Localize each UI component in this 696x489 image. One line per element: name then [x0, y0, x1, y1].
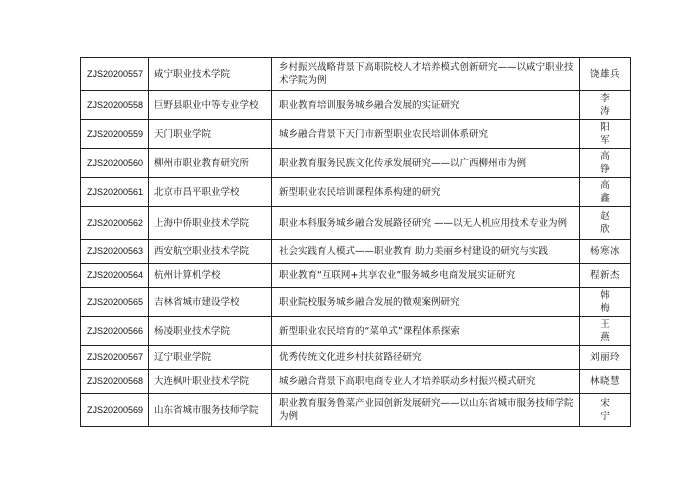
school-cell: 巨野县职业中等专业学校	[149, 91, 272, 120]
table-row	[81, 370, 631, 394]
table-row	[81, 394, 631, 427]
project-title-cell: 职业教育“互联网+共享农业”服务城乡电商发展实证研究	[272, 264, 580, 288]
school-cell: 杭州计算机学校	[149, 264, 272, 288]
author-cell: 赵欣	[580, 207, 631, 240]
author-cell: 王燕	[580, 317, 631, 346]
project-id-cell: ZJS20200559	[81, 120, 149, 149]
school-cell: 辽宁职业学院	[149, 346, 272, 370]
author-cell: 李涛	[580, 91, 631, 120]
project-id-cell: ZJS20200565	[81, 288, 149, 317]
project-title-cell: 职业教育服务鲁菜产业园创新发展研究——以山东省城市服务技师学院为例	[272, 394, 580, 427]
table-row	[81, 58, 631, 91]
project-title-cell: 城乡融合背景下高职电商专业人才培养联动乡村振兴模式研究	[272, 370, 580, 394]
project-list-table	[80, 57, 631, 427]
school-cell: 大连枫叶职业技术学院	[149, 370, 272, 394]
project-title-cell: 职业教育服务民族文化传承发展研究——以广西柳州市为例	[272, 149, 580, 178]
project-id-cell: ZJS20200562	[81, 207, 149, 240]
project-id-cell: ZJS20200563	[81, 240, 149, 264]
project-title-cell: 职业教育培训服务城乡融合发展的实证研究	[272, 91, 580, 120]
project-title-cell: 社会实践育人模式——职业教育 助力美丽乡村建设的研究与实践	[272, 240, 580, 264]
author-cell: 阳军	[580, 120, 631, 149]
project-title-cell: 优秀传统文化进乡村扶贫路径研究	[272, 346, 580, 370]
school-cell: 天门职业学院	[149, 120, 272, 149]
project-title-cell: 新型职业农民培育的“菜单式”课程体系探索	[272, 317, 580, 346]
author-cell: 饶雄兵	[580, 58, 631, 91]
project-id-cell: ZJS20200558	[81, 91, 149, 120]
project-id-cell: ZJS20200569	[81, 394, 149, 427]
project-title-cell: 城乡融合背景下天门市新型职业农民培训体系研究	[272, 120, 580, 149]
project-id-cell: ZJS20200561	[81, 178, 149, 207]
project-title-cell: 乡村振兴战略背景下高职院校人才培养模式创新研究——以咸宁职业技术学院为例	[272, 58, 580, 91]
table-row	[81, 178, 631, 207]
author-cell: 刘丽玲	[580, 346, 631, 370]
school-cell: 吉林省城市建设学校	[149, 288, 272, 317]
school-cell: 杨凌职业技术学院	[149, 317, 272, 346]
school-cell: 上海中侨职业技术学院	[149, 207, 272, 240]
author-cell: 高铮	[580, 149, 631, 178]
table-row	[81, 91, 631, 120]
project-id-cell: ZJS20200568	[81, 370, 149, 394]
table-row	[81, 207, 631, 240]
author-cell: 程新杰	[580, 264, 631, 288]
author-cell: 高鑫	[580, 178, 631, 207]
table-row	[81, 264, 631, 288]
project-id-cell: ZJS20200567	[81, 346, 149, 370]
author-cell: 杨寒冰	[580, 240, 631, 264]
author-cell: 韩梅	[580, 288, 631, 317]
table-row	[81, 346, 631, 370]
project-id-cell: ZJS20200566	[81, 317, 149, 346]
author-cell: 宋宁	[580, 394, 631, 427]
table-row	[81, 240, 631, 264]
school-cell: 咸宁职业技术学院	[149, 58, 272, 91]
project-id-cell: ZJS20200560	[81, 149, 149, 178]
table-row	[81, 120, 631, 149]
project-title-cell: 职业院校服务城乡融合发展的微观案例研究	[272, 288, 580, 317]
author-cell: 林晓慧	[580, 370, 631, 394]
document-page	[80, 57, 630, 427]
table-row	[81, 149, 631, 178]
school-cell: 北京市昌平职业学校	[149, 178, 272, 207]
project-id-cell: ZJS20200557	[81, 58, 149, 91]
table-row	[81, 317, 631, 346]
table-row	[81, 288, 631, 317]
project-title-cell: 职业本科服务城乡融合发展路径研究 ——以无人机应用技术专业为例	[272, 207, 580, 240]
project-id-cell: ZJS20200564	[81, 264, 149, 288]
school-cell: 柳州市职业教育研究所	[149, 149, 272, 178]
school-cell: 西安航空职业技术学院	[149, 240, 272, 264]
school-cell: 山东省城市服务技师学院	[149, 394, 272, 427]
project-title-cell: 新型职业农民培训课程体系构建的研究	[272, 178, 580, 207]
